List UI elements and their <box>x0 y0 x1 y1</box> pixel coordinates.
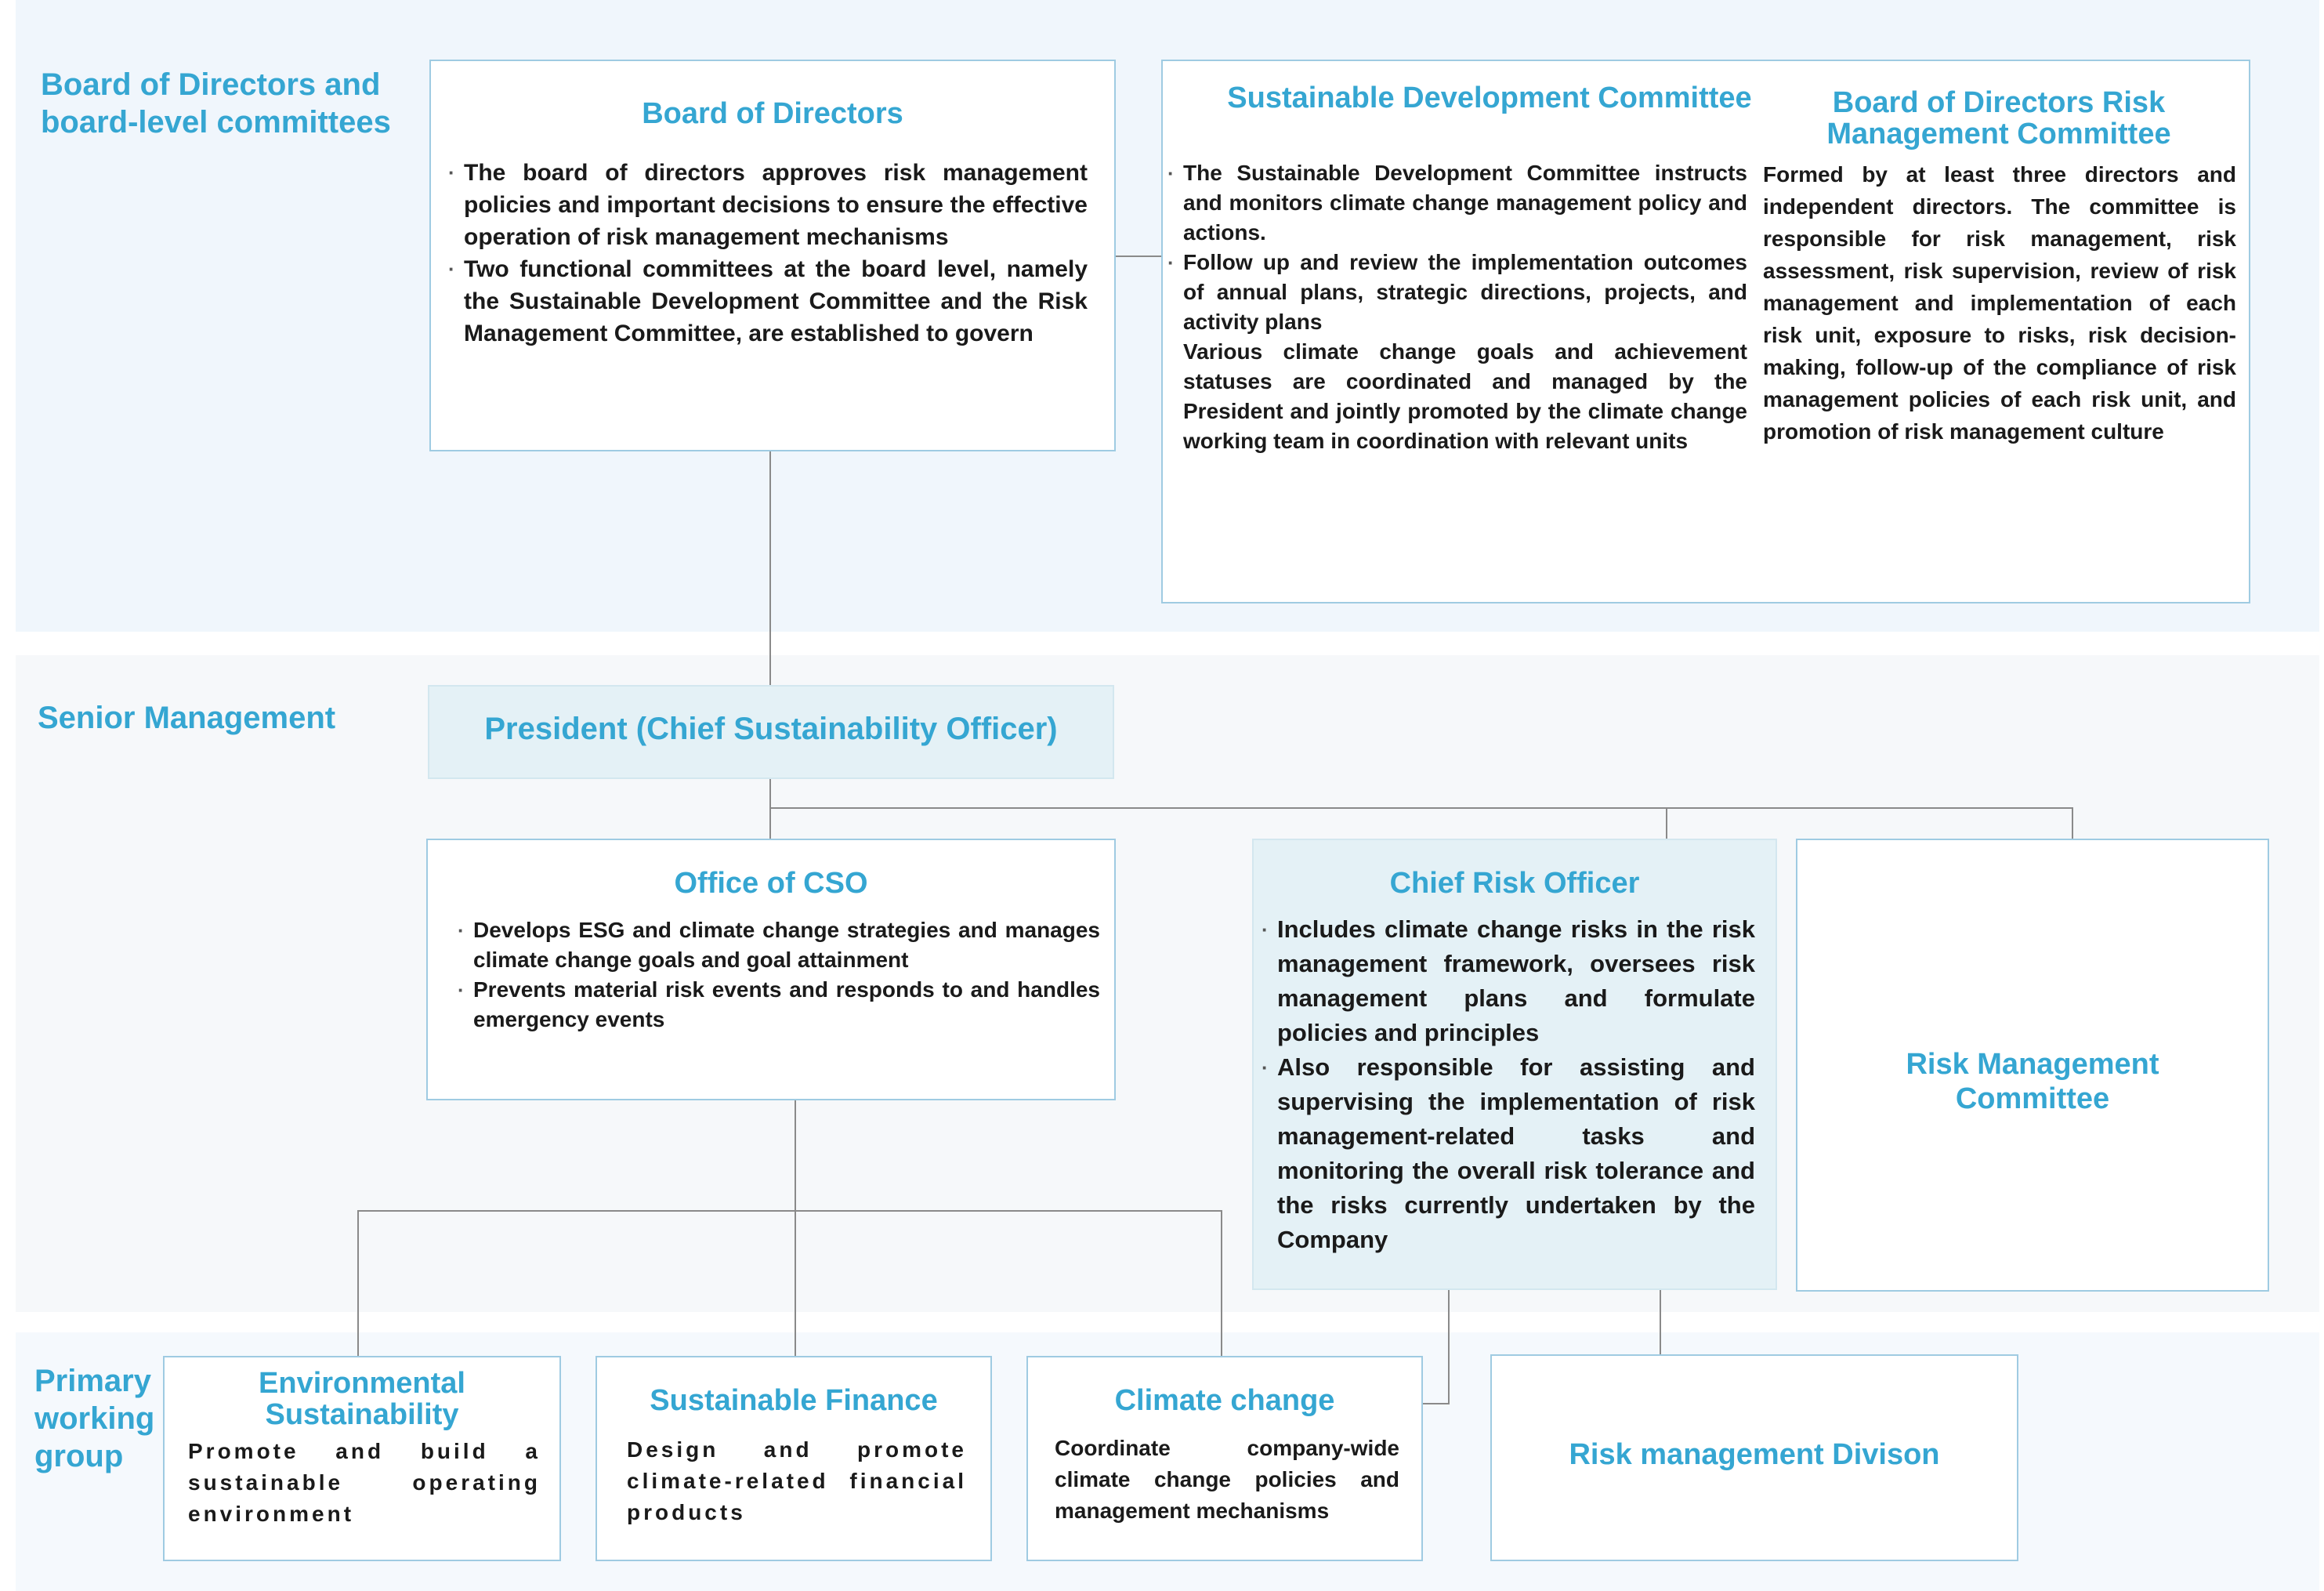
environmental-sustainability-text: Promote and build a sustainable operating environment <box>188 1439 541 1526</box>
environmental-sustainability-box <box>163 1356 561 1561</box>
list-item: · The Sustainable Development Committee instructs and monitors climate change management policy and actions. <box>1183 158 1747 248</box>
sustainable-development-committee-list <box>1183 158 1747 456</box>
connector-to-rmc <box>2072 807 2073 839</box>
board-of-directors-box <box>429 60 1116 451</box>
list-item: · The board of directors approves risk management policies and important decisions to ensure the effective operation of risk management mechanisms <box>464 157 1088 253</box>
list-item: · Includes climate change risks in the risk management framework, oversees risk management plans and formulate policies and principles <box>1277 912 1755 1050</box>
sustainable-finance-text: Design and promote climate-related financial products <box>627 1437 967 1524</box>
connector-president-down <box>769 779 771 809</box>
risk-management-committee-box <box>1796 839 2269 1292</box>
list-item: · Develops ESG and climate change strategies and manages climate change goals and goal attainment <box>473 915 1100 975</box>
office-cso-box <box>426 839 1116 1100</box>
connector-to-cro <box>1666 807 1667 839</box>
connector-board-to-committees <box>1116 256 1163 257</box>
climate-change-title: Climate change <box>1114 1384 1335 1417</box>
president-box <box>428 685 1114 779</box>
climate-change-text: Coordinate company-wide climate change policies and management mechanisms <box>1055 1436 1399 1523</box>
board-risk-committee-title: Board of Directors Risk Management Committee <box>1826 86 2171 150</box>
climate-change-box <box>1026 1356 1423 1561</box>
environmental-sustainability-title: Environmental Sustainability <box>259 1367 465 1431</box>
connector-board-to-president <box>769 451 771 685</box>
sustainable-finance-box <box>595 1356 992 1561</box>
board-risk-committee-text: Formed by at least three directors and independent directors. The committee is responsible for risk management, risk assessment, risk supervision, review of risk management and implementation of each risk unit, exposure to risks, risk decision-making, follow-up of the compliance of risk management policies of each risk unit, and promotion of risk management culture <box>1763 162 2236 444</box>
connector-president-horizontal <box>769 807 2073 809</box>
connector-cro-to-climate <box>1423 1403 1450 1404</box>
connector-to-environmental <box>357 1210 359 1356</box>
section-label-primary: Primary working group <box>34 1364 155 1473</box>
risk-management-division-title: Risk management Divison <box>1569 1438 1940 1471</box>
connector-cso-down <box>795 1100 796 1356</box>
section-label-senior: Senior Management <box>38 701 336 735</box>
board-committees-box <box>1161 60 2250 603</box>
list-item: · Follow up and review the implementation outcomes of annual plans, strategic directions, projects, and activity plans <box>1183 248 1747 337</box>
office-cso-list <box>473 915 1100 1035</box>
connector-to-climate <box>1221 1210 1222 1356</box>
connector-to-office-cso <box>769 807 771 839</box>
section-label-board: Board of Directors and board-level committees <box>41 67 391 140</box>
president-title: President (Chief Sustainability Officer) <box>484 712 1058 746</box>
board-of-directors-title: Board of Directors <box>642 97 903 130</box>
list-item: · Prevents material risk events and responds to and handles emergency events <box>473 975 1100 1035</box>
connector-cso-horizontal <box>357 1210 1222 1212</box>
sustainable-development-committee-title: Sustainable Development Committee <box>1227 82 1752 114</box>
list-item: · Also responsible for assisting and supervising the implementation of risk management-related tasks and monitoring the overall risk tolerance and the risks currently undertaken by the Company <box>1277 1050 1755 1257</box>
sustainable-finance-title: Sustainable Finance <box>650 1384 938 1417</box>
connector-rmc-to-division <box>1660 1290 1661 1354</box>
list-item: Various climate change goals and achievement statuses are coordinated and managed by the President and jointly promoted by the climate change working team in coordination with relevant units <box>1183 339 1747 453</box>
list-item: · Two functional committees at the board level, namely the Sustainable Development Committee and the Risk Management Committee, are established to govern <box>464 253 1088 350</box>
board-of-directors-list <box>464 157 1088 350</box>
risk-management-committee-title: Risk Management Committee <box>1906 1048 2159 1115</box>
connector-cro-down <box>1448 1290 1450 1404</box>
office-cso-title: Office of CSO <box>674 867 868 900</box>
chief-risk-officer-box <box>1252 839 1777 1290</box>
risk-management-division-box <box>1490 1354 2018 1561</box>
chief-risk-officer-title: Chief Risk Officer <box>1389 867 1640 900</box>
chief-risk-officer-list <box>1277 912 1755 1257</box>
